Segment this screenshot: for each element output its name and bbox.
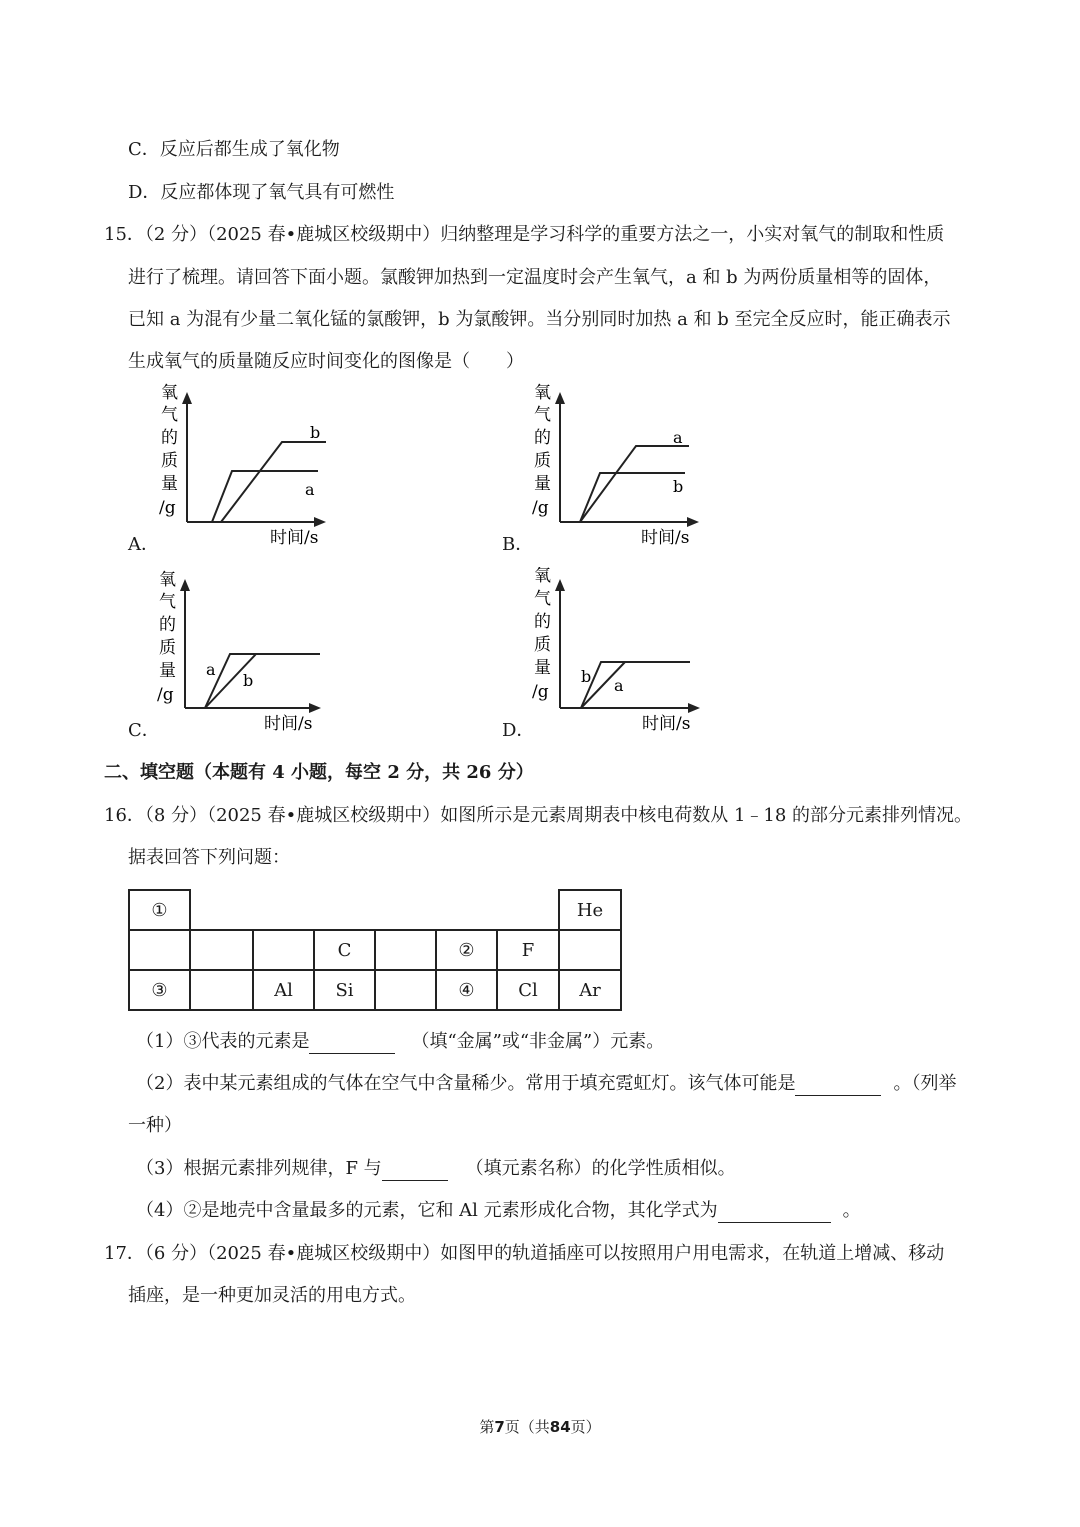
table-cell: Al xyxy=(253,970,314,1010)
svg-text:气: 气 xyxy=(534,589,551,609)
table-cell: He xyxy=(559,890,621,930)
svg-text:的: 的 xyxy=(534,428,551,448)
q14-option-c: C．反应后都生成了氧化物 xyxy=(128,139,340,160)
table-cell xyxy=(253,930,314,970)
svg-text:量: 量 xyxy=(159,661,176,681)
svg-text:/g: /g xyxy=(532,498,549,518)
svg-text:的: 的 xyxy=(161,428,178,448)
series-label-a: a xyxy=(206,660,216,679)
x-axis-label: 时间/s xyxy=(264,714,313,734)
q15-stem-line3: 已知 a 为混有少量二氧化锰的氯酸钾，b 为氯酸钾。当分别同时加热 a 和 b 至完全反应时，能正确表示 xyxy=(128,309,951,330)
q14-option-d: D．反应都体现了氧气具有可燃性 xyxy=(128,182,395,203)
table-cell: C xyxy=(314,930,375,970)
svg-text:/g: /g xyxy=(157,685,174,705)
q17-stem-line1: 17．（6 分）（2025 春•鹿城区校级期中）如图甲的轨道插座可以按照用户用电需求，在轨道上增减、移动 xyxy=(104,1243,945,1264)
y-axis-label xyxy=(157,570,176,705)
table-cell: ① xyxy=(129,890,190,930)
answer-blank[interactable] xyxy=(309,1033,395,1054)
table-cell: ② xyxy=(436,930,497,970)
svg-text:氧: 氧 xyxy=(161,383,178,403)
svg-text:质: 质 xyxy=(534,635,551,655)
table-row xyxy=(129,930,621,970)
svg-text:质: 质 xyxy=(159,638,176,658)
table-cell xyxy=(375,930,436,970)
table-cell: Cl xyxy=(497,970,559,1010)
table-row xyxy=(129,970,621,1010)
table-row xyxy=(129,890,621,930)
q15-option-b-label: B． xyxy=(502,534,534,555)
q15-stem-line1: 15．（2 分）（2025 春•鹿城区校级期中）归纳整理是学习科学的重要方法之一，小实对氧气的制取和性质 xyxy=(104,224,945,245)
svg-text:量: 量 xyxy=(534,658,551,678)
y-axis-arrow-icon xyxy=(182,392,192,404)
q15-graph-b xyxy=(523,380,723,555)
table-cell: ③ xyxy=(129,970,190,1010)
svg-text:质: 质 xyxy=(534,451,551,471)
q16-sub1: （1）③代表的元素是 （填“金属”或“非金属”）元素。 xyxy=(136,1031,665,1052)
section-2-title: 二、填空题（本题有 4 小题，每空 2 分，共 26 分） xyxy=(104,762,534,783)
table-cell: F xyxy=(497,930,559,970)
series-label-b: b xyxy=(310,423,321,442)
series-label-b: b xyxy=(673,477,684,496)
table-cell xyxy=(190,930,253,970)
x-axis-arrow-icon xyxy=(688,703,700,713)
y-axis-label xyxy=(532,567,551,702)
q15-graph-d xyxy=(524,567,724,742)
series-line-b xyxy=(581,662,690,708)
series-label-b: b xyxy=(243,671,254,690)
q15-option-d-label: D． xyxy=(502,720,535,741)
x-axis-arrow-icon xyxy=(309,703,321,713)
table-cell: Si xyxy=(314,970,375,1010)
q16-sub2-cont: 一种） xyxy=(128,1115,182,1136)
svg-text:质: 质 xyxy=(161,451,178,471)
y-axis-arrow-icon xyxy=(180,579,190,591)
svg-text:的: 的 xyxy=(159,615,176,635)
series-label-a: a xyxy=(673,428,683,447)
svg-text:气: 气 xyxy=(161,405,178,425)
q15-stem-line4: 生成氧气的质量随反应时间变化的图像是（ ） xyxy=(128,351,524,372)
answer-blank[interactable] xyxy=(795,1075,881,1096)
series-label-b: b xyxy=(581,667,592,686)
x-axis-label: 时间/s xyxy=(642,714,691,734)
table-cell xyxy=(129,930,190,970)
q15-option-c-label: C． xyxy=(128,720,160,741)
svg-text:氧: 氧 xyxy=(534,567,551,586)
series-line-a xyxy=(205,654,320,708)
svg-text:/g: /g xyxy=(532,682,549,702)
q15-stem-line2: 进行了梳理。请回答下面小题。氯酸钾加热到一定温度时会产生氧气，a 和 b 为两份质量相等的固体， xyxy=(128,267,942,288)
q15-graph-c xyxy=(150,567,350,742)
svg-text:量: 量 xyxy=(534,474,551,494)
y-axis-label xyxy=(532,383,551,518)
y-axis-arrow-icon xyxy=(555,392,565,404)
q16-stem-line2: 据表回答下列问题： xyxy=(128,847,290,868)
page-total: 84 xyxy=(549,1418,571,1436)
answer-blank[interactable] xyxy=(718,1202,831,1223)
table-cell xyxy=(190,970,253,1010)
svg-text:氧: 氧 xyxy=(534,383,551,403)
page-number: 7 xyxy=(494,1418,505,1436)
x-axis-label: 时间/s xyxy=(270,528,319,548)
svg-text:的: 的 xyxy=(534,612,551,632)
svg-text:气: 气 xyxy=(159,592,176,612)
svg-text:量: 量 xyxy=(161,474,178,494)
x-axis-arrow-icon xyxy=(687,517,699,527)
q15-graph-a xyxy=(150,380,350,555)
svg-text:/g: /g xyxy=(159,498,176,518)
q16-sub3: （3）根据元素排列规律，F 与 （填元素名称）的化学性质相似。 xyxy=(136,1158,736,1179)
q15-option-a-label: A． xyxy=(128,534,159,555)
answer-blank[interactable] xyxy=(382,1160,448,1181)
x-axis-arrow-icon xyxy=(314,517,326,527)
table-cell xyxy=(375,970,436,1010)
series-label-a: a xyxy=(305,480,315,499)
table-cell: Ar xyxy=(559,970,621,1010)
x-axis-label: 时间/s xyxy=(641,528,690,548)
q16-sub4: （4）②是地壳中含量最多的元素，它和 Al 元素形成化合物，其化学式为 。 xyxy=(136,1200,861,1221)
table-cell-empty xyxy=(190,890,559,930)
periodic-table xyxy=(128,889,622,1011)
y-axis-label xyxy=(159,383,178,518)
q16-stem-line1: 16．（8 分）（2025 春•鹿城区校级期中）如图所示是元素周期表中核电荷数从 1﹣18 的部分元素排列情况。 xyxy=(104,805,973,826)
series-label-a: a xyxy=(614,676,624,695)
table-cell: ④ xyxy=(436,970,497,1010)
q16-sub2: （2）表中某元素组成的气体在空气中含量稀少。常用于填充霓虹灯。该气体可能是 。（列举 xyxy=(136,1073,957,1094)
q17-stem-line2: 插座，是一种更加灵活的用电方式。 xyxy=(128,1285,416,1306)
table-cell xyxy=(559,930,621,970)
svg-text:气: 气 xyxy=(534,405,551,425)
y-axis-arrow-icon xyxy=(555,579,565,591)
series-line-b xyxy=(580,473,685,522)
svg-text:氧: 氧 xyxy=(159,570,176,590)
page-footer: 第7页（共84页） xyxy=(479,1418,601,1436)
